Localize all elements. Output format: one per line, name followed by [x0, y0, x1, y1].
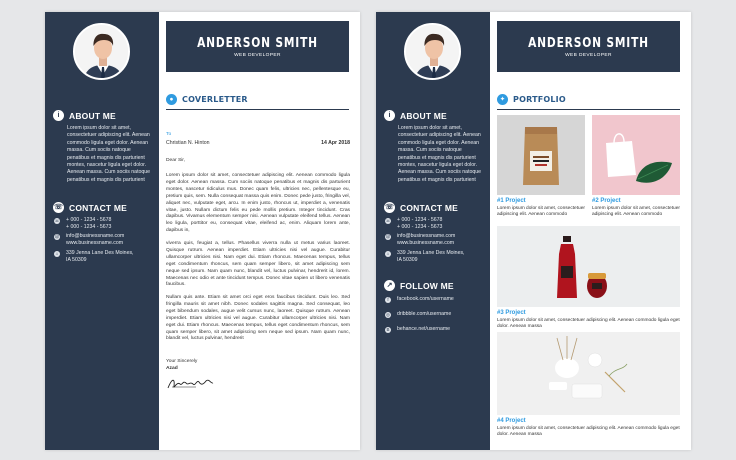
- letter-paragraph: Nullam quis ante. Etiam sit amet orci eget eros faucibus tincidunt. Duis leo. Sed fringilla mauris sit amet nibh. Donec sodales sagittis magna. Sed consequat, leo eget bibendum sodales, augue velit cursus nunc, laoreet. Quisque rutrum. Aenean imperdiet. Etiam ultricies nisi vel augue. Curabitur ullamcorper ultricies nisi. Nam eget dui. Etiam rhoncus. Maecenas tempus, tellus eget condimentum rhoncus, sem quam semper libero, sit amet adipiscing sem neque sed ipsum. Nam quam nunc, blandit vel, luctus pulvinar, hendrerit: [166, 295, 350, 342]
- contact-phones: ☏ + 000 - 1234 - 5678 + 000 - 1234 - 5673: [54, 217, 112, 230]
- project-1-image[interactable]: [497, 115, 585, 195]
- globe-icon: @: [385, 234, 391, 239]
- profile-photo: [404, 23, 461, 80]
- letter-recipient-row: [166, 140, 350, 147]
- letter-closing: Your Sincerely: [166, 359, 198, 364]
- phone-icon: ☏: [385, 204, 394, 211]
- behance-icon: B: [386, 327, 390, 332]
- cover-letter-heading: ● COVERLETTER: [166, 94, 248, 105]
- project-4-image[interactable]: [497, 332, 680, 415]
- bulb-icon: ✦: [497, 94, 508, 105]
- about-me-text: Lorem ipsum dolor sit amet, consectetuer adipiscing elit. Aenean commodo ligula eget dolor. Aenean massa. Cum sociis natoque penatibus et magnis dis parturient montes, nascetur ligula eget dolor. Aenean massa. Cum sociis natoque penatibus et magnis dis parturient: [398, 125, 482, 183]
- letter-to-label: To: [166, 132, 172, 137]
- signature-image: [166, 376, 216, 392]
- about-me-heading: i ABOUT ME: [53, 110, 116, 121]
- project-3-image[interactable]: [497, 226, 680, 307]
- name-title: ANDERSON SMITH: [528, 36, 649, 51]
- facebook-icon: f: [385, 297, 391, 303]
- user-icon: ●: [166, 94, 177, 105]
- project-3-text: Lorem ipsum dolor sit amet, consectetuer adipiscing elit. Aenean commodo ligula eget dolor. Aenean massa: [497, 318, 680, 330]
- name-header: [166, 21, 349, 72]
- project-1-text: Lorem ipsum dolor sit amet, consectetuer adipiscing elit. Aenean commodo: [497, 206, 585, 218]
- location-icon: ⌂: [55, 251, 59, 256]
- social-link-dribbble[interactable]: ◎ dribbble.com/username: [386, 311, 452, 317]
- signer-name: Azad: [166, 366, 178, 371]
- letter-paragraph: Lorem ipsum dolor sit amet, consectetuer adipiscing elit. Aenean commodo ligula eget dolor. Aenean massa. Cum sociis natoque penatibus et magnis dis parturient montes, nascetur ridiculus mus. Donec quam felis, ultricies nec, pellentesque eu, pretium quis, sem. Nulla consequat massa quis enim. Donec pede justo, fringilla vel, aliquet nec, vulputate eget, arcu. In enim justo, rhoncus ut, imperdiet a, venenatis vitae, justo. Nullam dictum felis eu pede mollis pretium. Integer tincidunt. Cras dapibus. Vivamus elementum semper nisi. Aenean vulputate eleifend tellus. Aenean leo ligula, porttitor eu, consequat vitae, eleifend ac, enim. Aliquam lorem ante, dapibus in,: [166, 173, 350, 234]
- project-2-title[interactable]: #2 Project: [592, 198, 621, 204]
- job-title: WEB DEVELOPER: [565, 53, 612, 58]
- contact-phones: ☏ + 000 - 1234 - 5678 + 000 - 1234 - 5673: [385, 217, 443, 230]
- resume-page-cover-letter: [45, 12, 360, 450]
- contact-me-heading: ☏ CONTACT ME: [54, 202, 128, 213]
- social-link-behance[interactable]: B behance.net/username: [386, 326, 451, 332]
- contact-me-heading: ☏ CONTACT ME: [385, 202, 459, 213]
- info-icon: i: [53, 110, 64, 121]
- project-1-title[interactable]: #1 Project: [497, 198, 526, 204]
- salutation: Dear Sir,: [166, 158, 186, 163]
- profile-photo: [73, 23, 130, 80]
- divider: [497, 109, 680, 110]
- project-2-image[interactable]: [592, 115, 680, 195]
- about-me-heading: i ABOUT ME: [384, 110, 447, 121]
- sidebar: [376, 12, 490, 450]
- contact-address: ⌂ 339 Jenna Lane Des Moines, IA 50309: [55, 250, 134, 263]
- letter-paragraph: viverra quis, feugiat a, tellus. Phasellus viverra nulla ut metus varius laoreet. Quisque rutrum. Aenean imperdiet. Etiam ultricies nisi vel augue. Curabitur ullamcorper ultricies nisi. Nam eget dui. Etiam rhoncus. Maecenas tempus, tellus eget condimentum rhoncus, sem quam semper libero, sit amet adipiscing sem neque sed ipsum. Nam quam nunc, blandit vel, luctus pulvinar, hendrerit id, lorem. Maecenas nec odio et ante tincidunt tempus. Donec vitae sapien ut libero venenatis faucibus.: [166, 241, 350, 288]
- portfolio-heading: ✦ PORTFOLIO: [497, 94, 566, 105]
- share-icon: ↗: [384, 280, 395, 291]
- name-header: [497, 21, 680, 72]
- phone-small-icon: ☏: [54, 218, 60, 223]
- location-icon: ⌂: [386, 251, 390, 256]
- phone-small-icon: ☏: [385, 218, 391, 223]
- project-3-title[interactable]: #3 Project: [497, 310, 526, 316]
- recipient-name: Christian N. Hinton: [166, 140, 210, 146]
- divider: [166, 109, 349, 110]
- contact-address: ⌂ 339 Jenna Lane Des Moines, IA 50309: [386, 250, 465, 263]
- job-title: WEB DEVELOPER: [234, 53, 281, 58]
- contact-web: @ info@businessname.com www.businessname.com: [385, 233, 456, 246]
- project-4-text: Lorem ipsum dolor sit amet, consectetuer adipiscing elit. Aenean commodo ligula eget dolor. Aenean massa: [497, 426, 680, 438]
- social-link-facebook[interactable]: f facebook.com/username: [385, 296, 454, 303]
- contact-web: @ info@businessname.com www.businessname.com: [54, 233, 125, 246]
- sidebar: [45, 12, 159, 450]
- name-title: ANDERSON SMITH: [197, 36, 318, 51]
- globe-icon: @: [54, 234, 60, 239]
- project-2-text: Lorem ipsum dolor sit amet, consectetuer adipiscing elit. Aenean commodo: [592, 206, 680, 218]
- dribbble-icon: ◎: [386, 312, 390, 317]
- follow-me-heading: ↗ FOLLOW ME: [384, 280, 454, 291]
- phone-icon: ☏: [54, 204, 63, 211]
- project-4-title[interactable]: #4 Project: [497, 418, 526, 424]
- about-me-text: Lorem ipsum dolor sit amet, consectetuer adipiscing elit. Aenean commodo ligula eget dolor. Aenean massa. Cum sociis natoque penatibus et magnis dis parturient montes, nascetur ligula eget dolor. Aenean massa. Cum sociis natoque penatibus et magnis dis parturient: [67, 125, 151, 183]
- letter-date: 14 Apr 2018: [321, 140, 350, 146]
- resume-page-portfolio: [376, 12, 691, 450]
- info-icon: i: [384, 110, 395, 121]
